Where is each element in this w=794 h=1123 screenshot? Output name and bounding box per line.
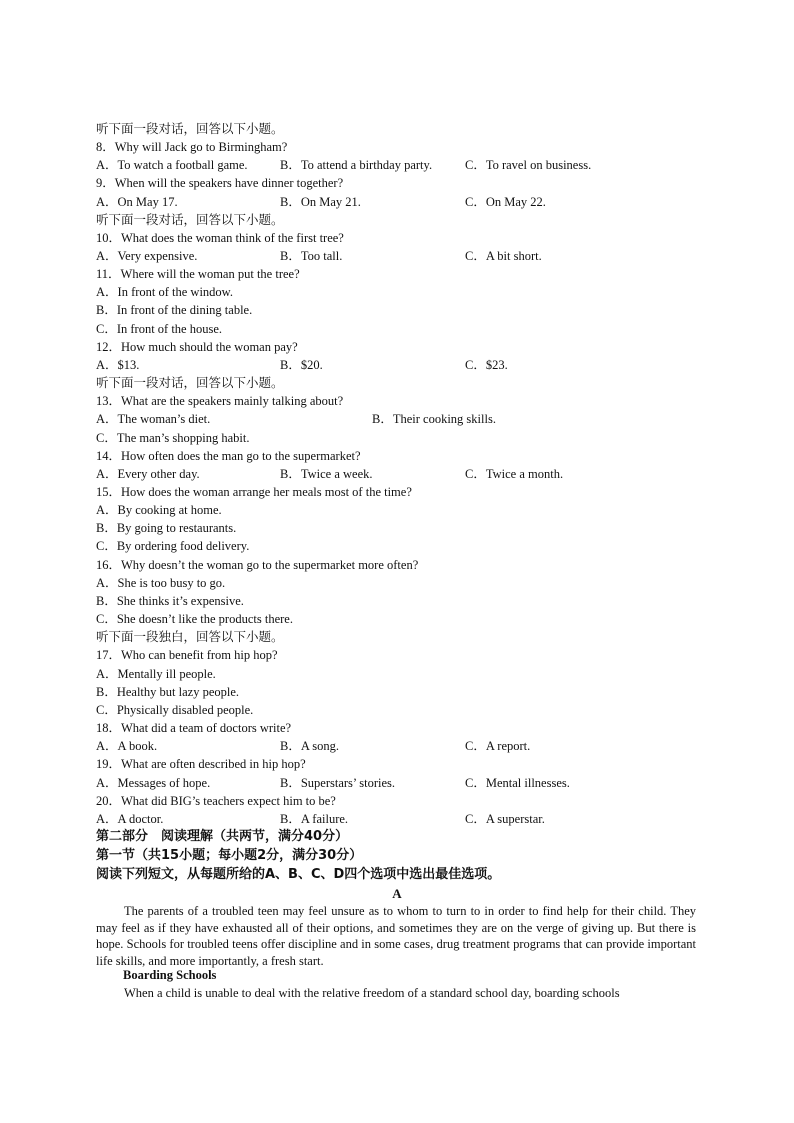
- option-c: C．Physically disabled people.: [96, 703, 254, 717]
- option-b: B．Their cooking skills.: [372, 412, 496, 426]
- option-c: C．By ordering food delivery.: [96, 539, 250, 553]
- question-17: 17．Who can benefit from hip hop?: [96, 648, 278, 662]
- option-b: B．By going to restaurants.: [96, 521, 237, 535]
- question-10: 10．What does the woman think of the first tree?: [96, 231, 344, 245]
- listening-intro: 听下面一段对话，回答以下小题。: [96, 121, 284, 136]
- option-b: B．Superstars’ stories.: [280, 776, 396, 790]
- option-b: B．Twice a week.: [280, 467, 373, 481]
- passage-subheading: Boarding Schools: [123, 968, 217, 982]
- listening-intro: 听下面一段独白，回答以下小题。: [96, 629, 284, 644]
- option-a: A．By cooking at home.: [96, 503, 222, 517]
- question-20: 20．What did BIG’s teachers expect him to be?: [96, 794, 336, 808]
- section-instructions: 阅读下列短文，从每题所给的A、B、C、D四个选项中选出最佳选项。: [96, 867, 501, 882]
- option-a: A．Very expensive.: [96, 249, 198, 263]
- question-16: 16．Why doesn’t the woman go to the supermarket more often?: [96, 558, 419, 572]
- option-c: C．To ravel on business.: [465, 158, 592, 172]
- option-a: A．She is too busy to go.: [96, 576, 226, 590]
- option-a: A．Mentally ill people.: [96, 667, 216, 681]
- question-13: 13．What are the speakers mainly talking about?: [96, 394, 344, 408]
- option-a: A．On May 17.: [96, 195, 178, 209]
- listening-intro: 听下面一段对话，回答以下小题。: [96, 375, 284, 390]
- option-c: C．In front of the house.: [96, 322, 223, 336]
- passage-letter: A: [392, 886, 402, 901]
- option-a: A．In front of the window.: [96, 285, 234, 299]
- passage-paragraph: The parents of a troubled teen may feel unsure as to whom to turn to in order to find help for their child. They may feel as if they have exhausted all of their options, and sometimes they are on the verge of giving up. But there is hope. Schools for troubled teens offer discipline and in some cases, drug treatment programs that can provide important life skills, and more importantly, a fresh start.: [96, 904, 696, 968]
- option-a: A．Messages of hope.: [96, 776, 211, 790]
- option-c: C．$23.: [465, 358, 508, 372]
- section-title: 第一节（共15小题；每小题2分，满分30分）: [96, 848, 363, 863]
- question-12: 12．How much should the woman pay?: [96, 340, 298, 354]
- option-b: B．To attend a birthday party.: [280, 158, 433, 172]
- option-c: C．Mental illnesses.: [465, 776, 570, 790]
- option-a: A．Every other day.: [96, 467, 200, 481]
- option-b: B．A song.: [280, 739, 340, 753]
- question-14: 14．How often does the man go to the supermarket?: [96, 449, 361, 463]
- option-c: C．On May 22.: [465, 195, 546, 209]
- option-a: A．To watch a football game.: [96, 158, 248, 172]
- listening-intro: 听下面一段对话，回答以下小题。: [96, 212, 284, 227]
- option-c: C．A superstar.: [465, 812, 545, 826]
- question-15: 15．How does the woman arrange her meals most of the time?: [96, 485, 412, 499]
- option-c: C．The man’s shopping habit.: [96, 431, 250, 445]
- option-b: B．$20.: [280, 358, 323, 372]
- question-8: 8．Why will Jack go to Birmingham?: [96, 140, 288, 154]
- option-a: A．A book.: [96, 739, 158, 753]
- option-b: B．On May 21.: [280, 195, 361, 209]
- option-a: A．A doctor.: [96, 812, 164, 826]
- option-c: C．A report.: [465, 739, 531, 753]
- option-a: A．The woman’s diet.: [96, 412, 211, 426]
- option-b: B．In front of the dining table.: [96, 303, 253, 317]
- option-c: C．Twice a month.: [465, 467, 564, 481]
- option-b: B．A failure.: [280, 812, 349, 826]
- question-11: 11．Where will the woman put the tree?: [96, 267, 300, 281]
- part-title: 第二部分 阅读理解（共两节，满分40分）: [96, 829, 349, 844]
- option-b: B．Healthy but lazy people.: [96, 685, 240, 699]
- option-a: A．$13.: [96, 358, 140, 372]
- question-9: 9．When will the speakers have dinner together?: [96, 176, 344, 190]
- passage-paragraph: When a child is unable to deal with the relative freedom of a standard school day, boarding schools: [124, 986, 620, 1000]
- question-18: 18．What did a team of doctors write?: [96, 721, 292, 735]
- option-b: B．She thinks it’s expensive.: [96, 594, 244, 608]
- question-19: 19．What are often described in hip hop?: [96, 757, 306, 771]
- option-c: C．She doesn’t like the products there.: [96, 612, 293, 626]
- option-b: B．Too tall.: [280, 249, 343, 263]
- option-c: C．A bit short.: [465, 249, 542, 263]
